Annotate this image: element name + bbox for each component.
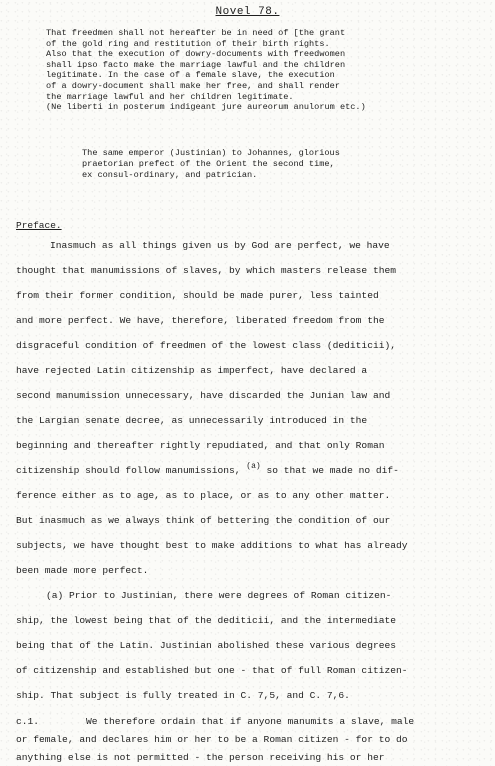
preface-line: second manumission unnecessary, have discarded the Junian law and	[16, 390, 391, 401]
salutation	[82, 148, 462, 181]
novel-summary	[46, 28, 476, 113]
footnote-line: ship, the lowest being that of the dediticii, and the intermediate	[16, 615, 396, 626]
salutation-line: ex consul-ordinary, and patrician.	[82, 170, 258, 180]
preface-line-tail: so that we made no dif-	[266, 465, 399, 476]
summary-line: of the gold ring and restitution of their birth rights.	[46, 38, 330, 49]
summary-line: the marriage lawful and her children legitimate.	[46, 91, 294, 102]
summary-line: Also that the execution of dowry-documents with freedwomen	[46, 49, 346, 60]
preface-line: disgraceful condition of freedmen of the lowest class (dediticii),	[16, 340, 396, 351]
summary-line: shall ipso facto make the marriage lawful and the children	[46, 59, 346, 70]
preface-line: ference either as to age, as to place, or as to any other matter.	[16, 490, 391, 501]
preface-line: beginning and thereafter rightly repudiated, and that only Roman	[16, 440, 385, 451]
preface-line: subjects, we have thought best to make additions to what has already	[16, 540, 408, 551]
footnote-line: ship. That subject is fully treated in C. 7,5, and C. 7,6.	[16, 690, 350, 701]
footnote-line: being that of the Latin. Justinian abolished these various degrees	[16, 640, 396, 651]
footnote-line: of citizenship and established but one - that of full Roman citizen-	[16, 665, 408, 676]
salutation-line: praetorian prefect of the Orient the second time,	[82, 159, 335, 169]
preface-line	[16, 462, 399, 476]
preface-line: and more perfect. We have, therefore, liberated freedom from the	[16, 315, 385, 326]
preface-line: thought that manumissions of slaves, by which masters release them	[16, 265, 396, 276]
preface-line: Inasmuch as all things given us by God are perfect, we have	[50, 240, 390, 251]
section-label: c.1.	[16, 716, 40, 727]
summary-line: legitimate. In the case of a female slave, the execution	[46, 70, 335, 81]
section-line-text: We therefore ordain that if anyone manumits a slave, male	[86, 716, 415, 727]
preface-heading: Preface.	[16, 220, 62, 231]
summary-line: (Ne liberti in posterum indigeant jure aureorum anulorum etc.)	[46, 102, 366, 113]
section-line: anything else is not permitted - the person receiving his or her	[16, 752, 385, 763]
preface-line: from their former condition, should be made purer, less tainted	[16, 290, 379, 301]
summary-line: of a dowry-document shall make her free, and shall render	[46, 80, 340, 91]
summary-line: That freedmen shall not hereafter be in need of [the grant	[46, 28, 346, 38]
preface-line: been made more perfect.	[16, 565, 149, 576]
footnote-marker: (a)	[246, 462, 261, 471]
footnote-line: (a) Prior to Justinian, there were degrees of Roman citizen-	[46, 590, 392, 601]
section-line	[16, 716, 414, 727]
preface-line: the Largian senate decree, as unnecessarily introduced in the	[16, 415, 368, 426]
preface-line-text: citizenship should follow manumissions,	[16, 465, 241, 476]
preface-line: have rejected Latin citizenship as imperfect, have declared a	[16, 365, 368, 376]
page-title: Novel 78.	[215, 6, 280, 18]
preface-line: But inasmuch as we always think of bettering the condition of our	[16, 515, 391, 526]
salutation-line: The same emperor (Justinian) to Johannes, glorious	[82, 148, 340, 158]
section-line: or female, and declares him or her to be a Roman citizen - for to do	[16, 734, 408, 745]
